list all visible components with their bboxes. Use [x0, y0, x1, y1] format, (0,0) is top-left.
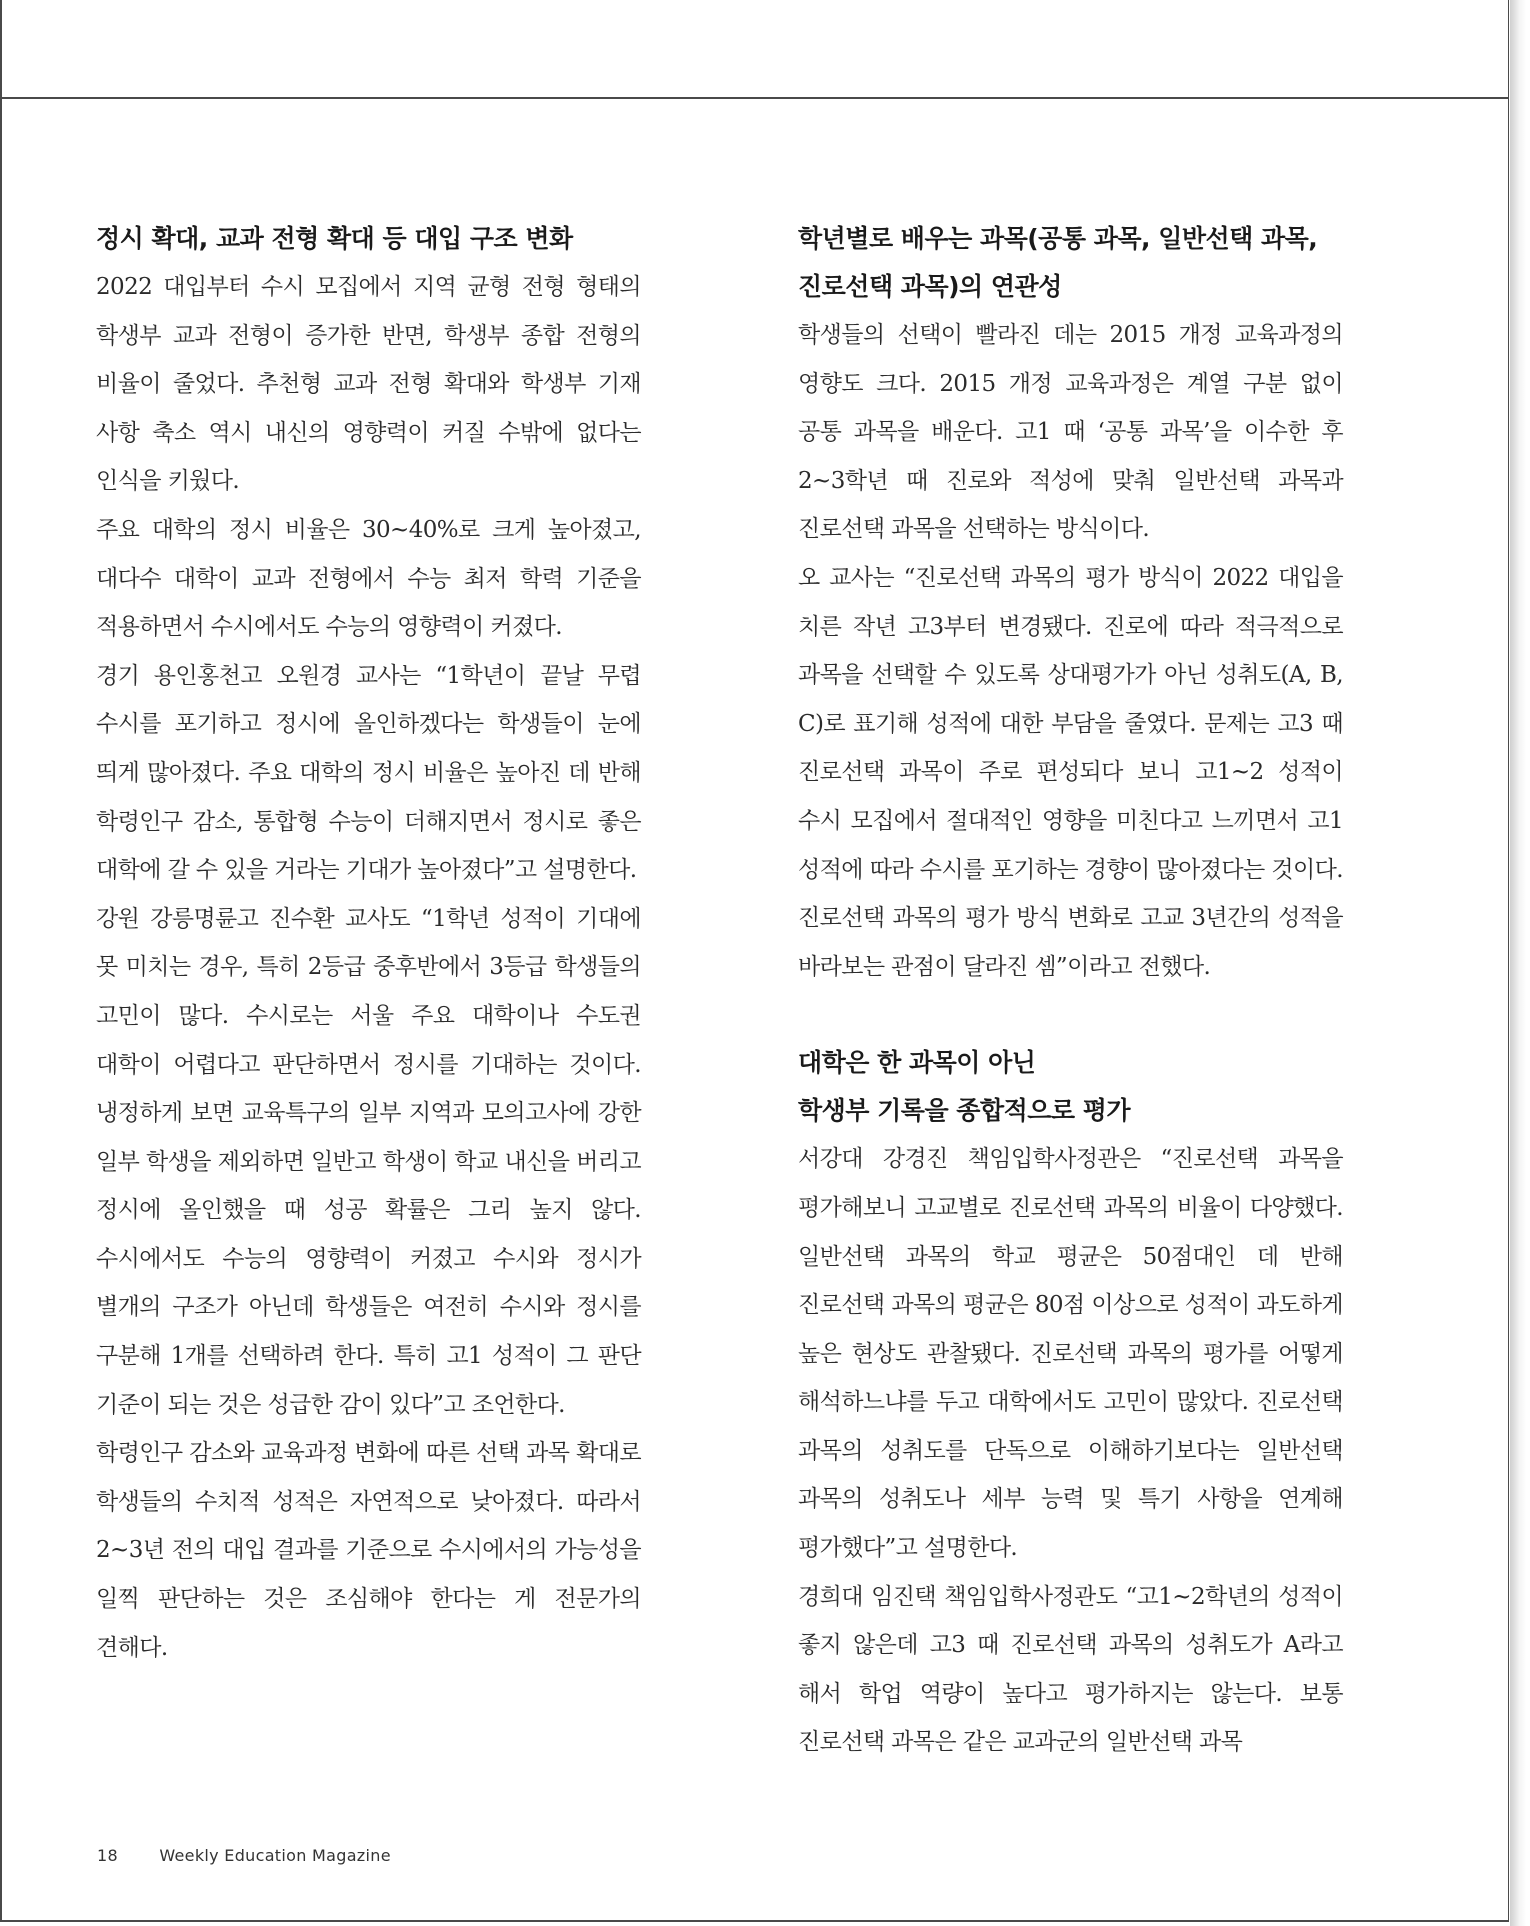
paragraph: 2022 대입부터 수시 모집에서 지역 균형 전형 형태의 학생부 교과 전형이 증가한 반면, 학생부 종합 전형의 비율이 줄었다. 추천형 교과 전형 확대와 학생부 기재 사항 축소 역시 내신의 영향력이 커질 수밖에 없다는 인식을 키웠다.	[96, 274, 641, 495]
paragraph: 강원 강릉명륜고 진수환 교사도 “1학년 성적이 기대에 못 미치는 경우, 특히 2등급 중후반에서 3등급 학생들의 고민이 많다. 수시로는 서울 주요 대학이나 수도권 대학이 어렵다고 판단하면서 정시를 기대하는 것이다. 냉정하게 보면 교육특구의 일부 지역과 모의고사에 강한 일부 학생을 제외하면 일반고 학생이 학교 내신을 버리고 정시에 올인했을 때 성공 확률은 그리 높지 않다. 수시에서도 수능의 영향력이 커졌고 수시와 정시가 별개의 구조가 아닌데 학생들은 여전히 수시와 정시를 구분해 1개를 선택하려 한다. 특히 고1 성적이 그 판단 기준이 되는 것은 성급한 감이 있다”고 조언한다.	[96, 905, 641, 1418]
section-heading-admission-structure: 정시 확대, 교과 전형 확대 등 대입 구조 변화	[96, 224, 573, 253]
section-heading-subject-relation-line2: 진로선택 과목)의 연관성	[798, 272, 1062, 301]
page-fold-edge	[1510, 0, 1526, 1926]
paragraph: 서강대 강경진 책임입학사정관은 “진로선택 과목을 평가해보니 고교별로 진로선택 과목의 비율이 다양했다. 일반선택 과목의 학교 평균은 50점대인 데 반해 진로선택 과목의 평균은 80점 이상으로 성적이 과도하게 높은 현상도 관찰됐다. 진로선택 과목의 평가를 어떻게 해석하느냐를 두고 대학에서도 고민이 많았다. 진로선택 과목의 성취도를 단독으로 이해하기보다는 일반선택 과목의 성취도나 세부 능력 및 특기 사항을 연계해 평가했다”고 설명한다.	[798, 1146, 1343, 1562]
top-rule	[0, 97, 1508, 99]
paragraph: 경기 용인홍천고 오원경 교사는 “1학년이 끝날 무렵 수시를 포기하고 정시에 올인하겠다는 학생들이 눈에 띄게 많아졌다. 주요 대학의 정시 비율은 높아진 데 반해 학령인구 감소, 통합형 수능이 더해지면서 정시로 좋은 대학에 갈 수 있을 거라는 기대가 높아졌다”고 설명한다.	[96, 662, 641, 884]
left-column	[96, 215, 641, 1672]
paragraph: 학생들의 선택이 빨라진 데는 2015 개정 교육과정의 영향도 크다. 2015 개정 교육과정은 계열 구분 없이 공통 과목을 배운다. 고1 때 ‘공통 과목’을 이수한 후 2~3학년 때 진로와 적성에 맞춰 일반선택 과목과 진로선택 과목을 선택하는 방식이다.	[798, 322, 1343, 543]
section-spacer	[798, 991, 1343, 1039]
page-number: 18	[97, 1846, 118, 1865]
paragraph: 경희대 임진택 책임입학사정관도 “고1~2학년의 성적이 좋지 않은데 고3 때 진로선택 과목의 성취도가 A라고 해서 학업 역량이 높다고 평가하지는 않는다. 보통 진로선택 과목은 같은 교과군의 일반선택 과목	[798, 1583, 1343, 1756]
page-edge	[1508, 0, 1509, 1922]
paragraph: 주요 대학의 정시 비율은 30~40%로 크게 높아졌고, 대다수 대학이 교과 전형에서 수능 최저 학력 기준을 적용하면서 수시에서도 수능의 영향력이 커졌다.	[96, 516, 641, 641]
page-footer	[97, 1846, 391, 1865]
section-heading-subject-relation-line1: 학년별로 배우는 과목(공통 과목, 일반선택 과목,	[798, 224, 1318, 253]
right-column	[798, 215, 1343, 1767]
paragraph: 오 교사는 “진로선택 과목의 평가 방식이 2022 대입을 치른 작년 고3부터 변경됐다. 진로에 따라 적극적으로 과목을 선택할 수 있도록 상대평가가 아닌 성취도(A, B, C)로 표기해 성적에 대한 부담을 줄였다. 문제는 고3 때 진로선택 과목이 주로 편성되다 보니 고1~2 성적이 수시 모집에서 절대적인 영향을 미친다고 느끼면서 고1 성적에 따라 수시를 포기하는 경향이 많아졌다는 것이다. 진로선택 과목의 평가 방식 변화로 고교 3년간의 성적을 바라보는 관점이 달라진 셈”이라고 전했다.	[798, 564, 1343, 980]
section-heading-holistic-evaluation-line2: 학생부 기록을 종합적으로 평가	[798, 1096, 1131, 1126]
paragraph: 학령인구 감소와 교육과정 변화에 따른 선택 과목 확대로 학생들의 수치적 성적은 자연적으로 낮아졌다. 따라서 2~3년 전의 대입 결과를 기준으로 수시에서의 가능성을 일찍 판단하는 것은 조심해야 한다는 게 전문가의 견해다.	[96, 1440, 641, 1661]
section-heading-holistic-evaluation-line1: 대학은 한 과목이 아닌	[798, 1048, 1036, 1078]
magazine-title: Weekly Education Magazine	[159, 1846, 391, 1865]
